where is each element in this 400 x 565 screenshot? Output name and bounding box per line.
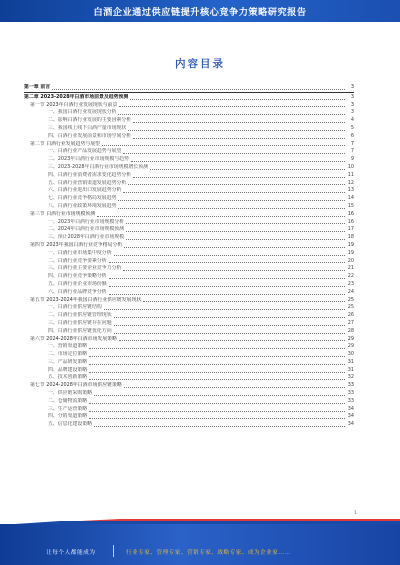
toc-entry-label: 第一章 前言 (24, 84, 51, 90)
toc-entry-page: 6 (350, 132, 354, 139)
toc-entry-page: 4 (350, 117, 354, 124)
toc-entry-page: 3 (350, 93, 354, 100)
toc-entry-label: 四、白酒行业竞争策略分析 (48, 273, 107, 280)
toc-entry-page: 34 (347, 413, 354, 420)
footer-divider (113, 545, 114, 557)
toc-leader-dots (143, 298, 345, 302)
toc-entry-page: 29 (347, 335, 354, 342)
toc-entry[interactable] (24, 304, 354, 312)
toc-leader-dots (128, 181, 345, 185)
toc-leader-dots (131, 158, 345, 162)
toc-leader-dots (133, 119, 345, 123)
toc-entry[interactable] (24, 390, 354, 398)
toc-entry[interactable] (24, 226, 354, 234)
toc-entry[interactable] (24, 297, 354, 305)
toc-leader-dots (94, 423, 345, 427)
toc-entry[interactable] (24, 219, 354, 227)
toc-entry[interactable] (24, 164, 354, 172)
toc-entry-page: 10 (347, 163, 354, 170)
toc-leader-dots (118, 205, 345, 209)
toc-entry[interactable] (24, 398, 354, 406)
toc-entry-label: 五、信息化建设策略 (48, 421, 93, 428)
toc-entry[interactable] (24, 148, 354, 156)
toc-entry[interactable] (24, 359, 354, 367)
toc-entry-label: 二、2024年白酒行业市场规模预测 (48, 226, 125, 233)
toc-leader-dots (109, 291, 345, 295)
toc-leader-dots (89, 353, 345, 357)
toc-leader-dots (89, 400, 345, 404)
toc-entry[interactable] (24, 281, 354, 289)
toc-entry-page: 15 (347, 202, 354, 209)
toc-entry-page: 25 (347, 296, 354, 303)
toc-title: 内容目录 (175, 58, 225, 70)
header-bar (0, 0, 400, 22)
toc-leader-dots (89, 408, 345, 412)
toc-entry[interactable] (24, 250, 354, 258)
toc-leader-dots (119, 103, 345, 107)
toc-entry[interactable] (24, 187, 354, 195)
toc-entry-page: 33 (347, 390, 354, 397)
toc-entry-page: 9 (350, 156, 354, 163)
toc-entry[interactable] (24, 343, 354, 351)
toc-entry-page: 7 (350, 148, 354, 155)
toc-entry[interactable] (24, 102, 354, 110)
toc-leader-dots (133, 135, 345, 139)
toc-entry-page: 32 (347, 374, 354, 381)
toc-leader-dots (89, 369, 345, 373)
toc-leader-dots (102, 142, 345, 146)
toc-leader-dots (89, 345, 345, 349)
toc-entry-label: 二、市场定位策略 (48, 351, 88, 358)
toc-entry[interactable] (24, 258, 354, 266)
toc-leader-dots (89, 376, 345, 380)
toc-entry-label: 一、我国白酒行业发展现状分析 (48, 109, 117, 116)
toc-entry[interactable] (24, 94, 354, 102)
toc-entry[interactable] (24, 133, 354, 141)
toc-entry-page: 33 (347, 397, 354, 404)
toc-entry-page: 31 (347, 358, 354, 365)
toc-entry[interactable] (24, 289, 354, 297)
toc-entry[interactable] (24, 382, 354, 390)
toc-leader-dots (123, 267, 345, 271)
toc-leader-dots (124, 384, 345, 388)
toc-leader-dots (128, 127, 345, 131)
toc-entry-page: 31 (347, 366, 354, 373)
toc-entry-page: 3 (350, 109, 354, 116)
toc-entry-page: 30 (347, 351, 354, 358)
toc-leader-dots (126, 228, 345, 232)
toc-entry-label: 三、白酒行业主要企业竞争力分析 (48, 265, 122, 272)
toc-entry-label: 五、技术创新策略 (48, 374, 88, 381)
toc-leader-dots (109, 259, 345, 263)
toc-entry-page: 16 (347, 210, 354, 217)
toc-entry-page: 14 (347, 195, 354, 202)
toc-entry-label: 第二章 2023-2028年白酒市场前景及趋势预测 (24, 93, 129, 100)
toc-entry-page: 28 (347, 327, 354, 334)
toc-entry-page: 7 (350, 140, 354, 147)
toc-entry-page: 21 (347, 265, 354, 272)
toc-leader-dots (104, 306, 345, 310)
toc-leader-dots (109, 283, 345, 287)
toc-leader-dots (126, 220, 345, 224)
toc-entry-label: 五、白酒行业企业市场份额 (48, 280, 107, 287)
toc-entry[interactable] (24, 320, 354, 328)
toc-entry[interactable] (24, 336, 354, 344)
toc-entry[interactable] (24, 406, 354, 414)
toc-leader-dots (119, 337, 345, 341)
toc-entry-label: 一、白酒行业供应链结构 (48, 304, 102, 311)
toc-entry-page: 24 (347, 288, 354, 295)
toc-entry[interactable] (24, 141, 354, 149)
toc-entry[interactable] (24, 374, 354, 382)
toc-leader-dots (97, 213, 345, 217)
toc-entry[interactable] (24, 117, 354, 125)
toc-leader-dots (109, 275, 345, 279)
toc-entry-label: 八、白酒行业政策环境发展趋势 (48, 202, 117, 209)
toc-entry-page: 20 (347, 257, 354, 264)
toc-leader-dots (123, 150, 345, 154)
toc-leader-dots (89, 361, 345, 365)
toc-entry-page: 19 (347, 241, 354, 248)
footer-tags: 行业专家、管理专家、营销专家、战略专家、成为企业家…… (126, 550, 291, 556)
toc-entry-label: 三、我国线上线下白酒产量市场现状 (48, 124, 127, 131)
toc-entry-page: 3 (350, 84, 354, 90)
toc-entry-page: 11 (347, 171, 354, 178)
toc-entry-page: 25 (347, 304, 354, 311)
toc-entry[interactable] (24, 125, 354, 133)
toc-entry[interactable] (24, 367, 354, 375)
toc-entry-label: 六、白酒行业品牌竞争分析 (48, 288, 107, 295)
toc-entry-page: 33 (347, 382, 354, 389)
toc-entry-page: 34 (347, 421, 354, 428)
toc-entry[interactable] (24, 265, 354, 273)
toc-list (24, 84, 354, 506)
toc-entry-label: 三、2023-2028年白酒行业市场规模增长预测 (48, 163, 149, 170)
toc-entry-label: 三、产品研发策略 (48, 358, 88, 365)
toc-entry[interactable] (24, 109, 354, 117)
toc-leader-dots (130, 96, 345, 100)
toc-entry-label: 第一节 2023年白酒行业发展现状与前景 (30, 101, 118, 108)
toc-entry-label: 五、白酒行业营销渠道发展趋势分析 (48, 179, 127, 186)
toc-entry-label: 一、白酒行业产品发展趋势与展望 (48, 148, 122, 155)
toc-entry-page: 26 (347, 312, 354, 319)
toc-entry-page: 19 (347, 249, 354, 256)
toc-leader-dots (94, 392, 345, 396)
report-title: 白酒企业通过供应链提升核心竞争力策略研究报告 (93, 7, 307, 18)
toc-entry-page: 12 (347, 179, 354, 186)
toc-entry-label: 七、白酒行业竞争格局发展趋势 (48, 195, 117, 202)
toc-leader-dots (126, 236, 345, 240)
toc-entry-label: 四、白酒行业供应链优化方向 (48, 327, 112, 334)
toc-entry-label: 四、品牌建设策略 (48, 366, 88, 373)
toc-leader-dots (124, 244, 345, 248)
toc-entry-page: 22 (347, 273, 354, 280)
toc-entry-label: 四、白酒行业消费者需求变化趋势分析 (48, 171, 132, 178)
toc-leader-dots (114, 322, 345, 326)
toc-entry-label: 第二节 白酒行业发展趋势与展望 (30, 140, 101, 147)
toc-entry-label: 第七节 2024-2028年白酒市场供应链策略 (30, 382, 122, 389)
toc-entry-label: 第六节 2024-2028年白酒市场发展策略 (30, 335, 117, 342)
toc-entry-label: 二、白酒行业供应链管理现状 (48, 312, 112, 319)
toc-entry-page: 3 (350, 101, 354, 108)
toc-entry[interactable] (24, 211, 354, 219)
toc-leader-dots (114, 330, 345, 334)
toc-entry-label: 二、2023年白酒行业市场规模与趋势 (48, 156, 129, 163)
toc-entry-label: 第三节 白酒行业市场规模预测 (30, 210, 96, 217)
toc-leader-dots (118, 197, 345, 201)
toc-entry-page: 16 (347, 218, 354, 225)
toc-leader-dots (150, 166, 345, 170)
footer-bar (0, 524, 400, 565)
toc-entry-page: 5 (350, 124, 354, 131)
toc-leader-dots (123, 189, 345, 193)
toc-entry[interactable] (24, 180, 354, 188)
toc-entry-label: 二、影响白酒行业发展的主要因素分析 (48, 117, 132, 124)
toc-entry[interactable] (24, 172, 354, 180)
toc-entry-label: 二、仓储物流策略 (48, 397, 88, 404)
toc-entry-page: 27 (347, 319, 354, 326)
toc-entry-label: 第五节 2023-2024年我国白酒行业供应链发展现状 (30, 296, 142, 303)
toc-entry-label: 一、2023年白酒行业市场规模分析 (48, 218, 125, 225)
toc-entry-label: 第四节 2023年我国白酒行业竞争格局分析 (30, 241, 123, 248)
toc-entry-page: 29 (347, 343, 354, 350)
toc-entry[interactable] (24, 156, 354, 164)
toc-entry[interactable] (24, 203, 354, 211)
toc-entry-page: 17 (347, 226, 354, 233)
toc-entry[interactable] (24, 413, 354, 421)
toc-entry-label: 一、营销渠道策略 (48, 343, 88, 350)
toc-leader-dots (133, 174, 345, 178)
toc-entry-label: 三、白酒行业供应链存在问题 (48, 319, 112, 326)
toc-entry[interactable] (24, 328, 354, 336)
toc-leader-dots (118, 111, 345, 115)
toc-entry-page: 23 (347, 280, 354, 287)
toc-entry[interactable] (24, 195, 354, 203)
toc-entry-label: 三、预计2028年白酒行业市场规模 (48, 234, 125, 241)
toc-entry[interactable] (24, 312, 354, 320)
toc-entry-label: 一、供应链采购策略 (48, 390, 93, 397)
toc-entry-page: 18 (347, 234, 354, 241)
toc-entry-page: 34 (347, 405, 354, 412)
toc-leader-dots (114, 252, 345, 256)
toc-entry[interactable] (24, 421, 354, 429)
toc-entry[interactable] (24, 242, 354, 250)
page-number: 1 (354, 511, 357, 516)
toc-entry-label: 六、白酒行业进出口发展趋势分析 (48, 187, 122, 194)
toc-entry-label: 二、白酒行业竞争要素分析 (48, 257, 107, 264)
toc-leader-dots (52, 86, 345, 90)
toc-entry-label: 一、白酒行业市场集中度分析 (48, 249, 112, 256)
toc-leader-dots (114, 314, 345, 318)
toc-entry-label: 四、白酒行业发展前景和市场空间分析 (48, 132, 132, 139)
toc-leader-dots (89, 415, 345, 419)
footer-slogan: 让每个人都能成为 (46, 550, 96, 556)
toc-entry-label: 三、生产运营策略 (48, 405, 88, 412)
toc-entry[interactable] (24, 84, 354, 92)
toc-entry-label: 四、分销渠道策略 (48, 413, 88, 420)
toc-entry[interactable] (24, 351, 354, 359)
toc-entry[interactable] (24, 273, 354, 281)
toc-entry-page: 13 (347, 187, 354, 194)
toc-entry[interactable] (24, 234, 354, 242)
